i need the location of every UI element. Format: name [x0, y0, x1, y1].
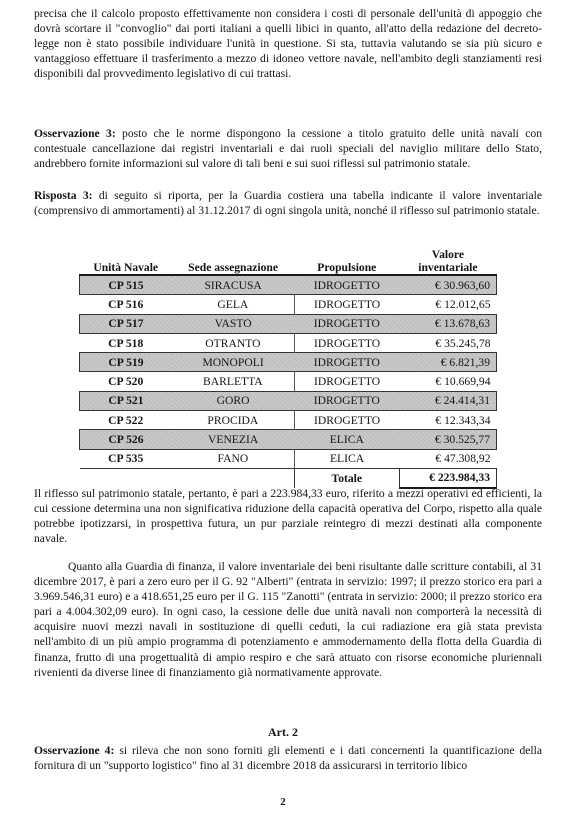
table-row	[80, 411, 497, 430]
header-valore: Valore inventariale	[418, 248, 478, 274]
cell-sede: MONOPOLI	[172, 353, 294, 372]
guardia-finanza-paragraph: Quanto alla Guardia di finanza, il valore inventariale dei beni risultante dalle scritture contabili, al 31 dicembre 2017, è pari a zero euro per il G. 92 "Alberti" (entrata in servizio: 1997; il prezzo storico era pari a 3.969.546,31 euro) e a 418.651,25 euro per il G. 115 "Zanotti" (entrata in servizio: 2000; il prezzo storico era pari a 4.004.302,09 euro). In ogni caso, la cessione delle due unità navali non comporterà la necessità di acquisire nuovi mezzi navali in sostituzione di quelli ceduti, la cui radiazione era già stata prevista nell'ambito di un più ampio programma di potenziamento e ammodernamento della flotta della Guardia di finanza, frutto di una progettualità di ampio respiro e che sarà attuato con risorse economiche pluriennali rivenienti da diverse linee di finanziamento già normativamente approvate.	[34, 560, 542, 679]
table-row	[80, 353, 497, 372]
cell-sede: GORO	[172, 391, 294, 410]
cell-sede: BARLETTA	[203, 375, 263, 389]
observation-4-label: Osservazione 4:	[34, 744, 115, 757]
answer-3-label: Risposta 3:	[34, 189, 93, 202]
cell-sede: GELA	[217, 297, 249, 311]
header-propulsione: Propulsione	[317, 261, 377, 274]
table-row	[80, 333, 497, 352]
header-unit: Unità Navale	[93, 261, 159, 274]
cell-unit: CP 517	[80, 314, 172, 333]
cell-valore: € 24.414,31	[399, 391, 496, 410]
cell-unit: CP 526	[80, 430, 172, 449]
table-row	[80, 275, 497, 295]
cell-valore: € 6.821,39	[399, 353, 496, 372]
cell-sede: OTRANTO	[205, 336, 261, 350]
table-row	[80, 295, 497, 314]
cell-valore: € 35.245,78	[435, 336, 491, 350]
cell-unit: CP 519	[80, 353, 172, 372]
observation-4	[34, 743, 542, 773]
cell-unit: CP 522	[108, 413, 144, 427]
cell-propulsione: IDROGETTO	[294, 333, 399, 352]
cell-unit: CP 515	[80, 275, 172, 295]
table-row	[80, 314, 497, 333]
cell-propulsione: IDROGETTO	[294, 295, 399, 314]
cell-valore: € 12.343,34	[435, 413, 491, 427]
cell-unit: CP 535	[108, 452, 144, 466]
cell-valore: € 12.012,65	[435, 297, 491, 311]
observation-4-text: si rileva che non sono forniti gli elementi e i dati concernenti la quantificazione della fornitura di un "supporto logistico" fino al 31 dicembre 2018 da assicurarsi in territorio libico	[34, 744, 542, 773]
article-heading: Art. 2	[268, 725, 298, 739]
cell-sede: VASTO	[172, 314, 294, 333]
header-sede: Sede assegnazione	[188, 261, 279, 274]
observation-3-label: Osservazione 3:	[34, 127, 116, 140]
cell-unit: CP 521	[80, 391, 172, 410]
cell-propulsione: IDROGETTO	[294, 391, 399, 410]
cell-unit: CP 520	[108, 375, 144, 389]
cell-propulsione: IDROGETTO	[294, 411, 399, 430]
cell-sede: PROCIDA	[207, 413, 259, 427]
cell-valore: € 30.525,77	[399, 430, 496, 449]
inventory-table	[79, 244, 497, 489]
cell-propulsione: ELICA	[294, 449, 399, 468]
cell-unit: CP 516	[108, 297, 144, 311]
table-row	[80, 391, 497, 410]
cell-sede: SIRACUSA	[172, 275, 294, 295]
cell-propulsione: IDROGETTO	[294, 314, 399, 333]
cell-valore: € 10.669,94	[435, 375, 491, 389]
cell-valore: € 47.308,92	[435, 452, 491, 466]
table-row	[80, 372, 497, 391]
cell-valore: € 13.678,63	[399, 314, 496, 333]
cell-sede: FANO	[217, 452, 249, 466]
cell-propulsione: ELICA	[294, 430, 399, 449]
observation-3	[34, 126, 542, 171]
cell-valore: € 30.963,60	[399, 275, 496, 295]
cell-sede: VENEZIA	[172, 430, 294, 449]
cell-propulsione: IDROGETTO	[294, 353, 399, 372]
total-value: € 223.984,33	[399, 468, 496, 488]
cell-propulsione: IDROGETTO	[294, 372, 399, 391]
answer-3-text: di seguito si riporta, per la Guardia costiera una tabella indicante il valore inventariale (comprensivo di ammortamenti) al 31.12.2017 di ogni singola unità, nonché il riflesso sul patrimonio statale.	[34, 189, 542, 218]
observation-3-text: posto che le norme dispongono la cessione a titolo gratuito delle unità navali con contestuale cancellazione dai registri inventariali e dai ruoli speciali del naviglio militare dello Stato, andrebbero fornite informazioni sul valore di tali beni e sui suoi riflessi sul patrimonio statale.	[34, 127, 542, 171]
total-label: Totale	[294, 468, 399, 488]
table-row	[80, 449, 497, 468]
patrimony-paragraph: Il riflesso sul patrimonio statale, pertanto, è pari a 223.984,33 euro, riferito a mezzi operativi ed efficienti, la cui cessione determina una non significativa riduzione della capacità operativa del Corpo, rispetto alla quale potrebbe ipotizzarsi, in prospettiva futura, un pur parziale reintegro di mezzi destinati alla componente navale.	[34, 487, 542, 546]
intro-paragraph: precisa che il calcolo proposto effettivamente non considera i costi di personale dell'unità di appoggio che dovrà scortare il "convoglio" dai porti italiani a quelli libici in quanto, all'atto della redazione del decreto-legge non è stato possibile individuare l'unità in questione. Si sta, tuttavia valutando se sia più sicuro e vantaggioso effettuare il trasferimento a mezzo di idoneo vettore navale, nell'ambito degli stanziamenti resi disponibili dal provvedimento legislativo di cui trattasi.	[34, 7, 542, 81]
answer-3	[34, 188, 542, 218]
page-number: 2	[280, 796, 286, 808]
table-row	[80, 430, 497, 449]
cell-unit: CP 518	[108, 336, 144, 350]
table-header-row	[80, 244, 497, 275]
cell-propulsione: IDROGETTO	[294, 275, 399, 295]
